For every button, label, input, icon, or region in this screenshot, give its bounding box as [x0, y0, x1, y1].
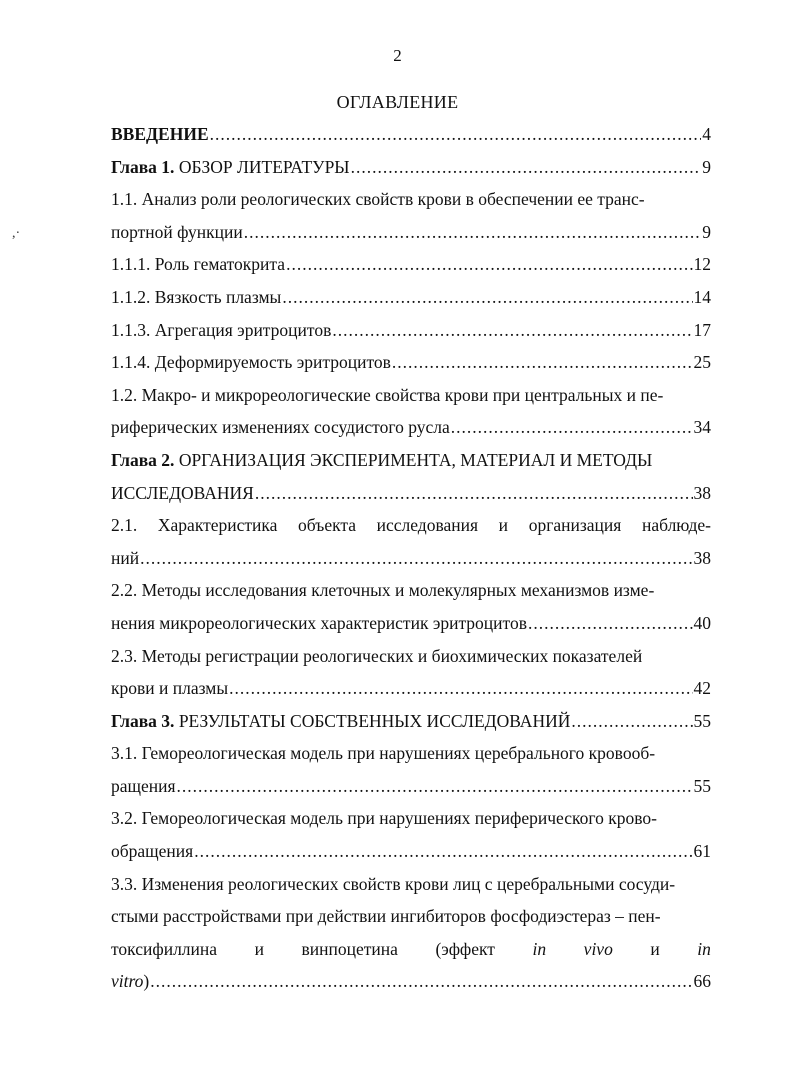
toc-entry-1-2[interactable]	[111, 379, 711, 444]
toc-entry-title: 1.1.3. Агрегация эритроцитов	[111, 319, 332, 340]
toc-entry-1-1-4[interactable]	[111, 346, 711, 379]
toc-entry-chapter-1[interactable]	[111, 151, 711, 184]
toc-page-number: 40	[693, 612, 711, 633]
toc-entry-title: 1.1.4. Деформируемость эритроцитов	[111, 352, 391, 373]
word: 2.1.	[111, 515, 138, 536]
toc-entry-title-line1: 1.1. Анализ роли реологических свойств крови в обеспечении ее транс-	[111, 189, 645, 210]
word: токсифиллина	[111, 938, 218, 959]
word: (эффект	[435, 938, 495, 959]
toc-entry-title: ВВЕДЕНИЕ	[111, 124, 209, 144]
word-italic: vivo	[583, 938, 613, 959]
toc-entry-3-1[interactable]	[111, 737, 711, 802]
toc-entry-1-1-3[interactable]	[111, 314, 711, 347]
leader-dots	[244, 216, 701, 249]
toc-page-number: 38	[693, 547, 711, 568]
leader-dots	[528, 607, 693, 640]
toc-page-number: 61	[693, 841, 711, 862]
toc-entry-title: РЕЗУЛЬТАТЫ СОБСТВЕННЫХ ИССЛЕДОВАНИЙ	[178, 710, 571, 731]
toc-entry-title-line1: 3.2. Гемореологическая модель при нарушениях периферического крово-	[111, 808, 657, 829]
toc-page-number: 42	[693, 678, 711, 699]
toc-entry-title-line1: 3.1. Гемореологическая модель при нарушениях церебрального кровооб-	[111, 743, 656, 764]
word: Характеристика	[157, 515, 278, 536]
toc-entry-2-2[interactable]	[111, 574, 711, 639]
toc-entry-title-line1: 3.3. Изменения реологических свойств крови лиц с церебральными сосуди-	[111, 873, 676, 894]
leader-dots	[210, 118, 702, 151]
toc-entry-title-line1: 2.2. Методы исследования клеточных и молекулярных механизмов изме-	[111, 580, 655, 601]
toc-page-number: 66	[693, 971, 711, 992]
toc-page-number: 55	[693, 710, 711, 731]
word: и	[650, 938, 660, 959]
word: и	[254, 938, 264, 959]
toc-entry-1-1[interactable]	[111, 183, 711, 248]
toc-entry-title-line1: 2.3. Методы регистрации реологических и биохимических показателей	[111, 645, 643, 666]
toc-entry-title-line1: 1.2. Макро- и микрореологические свойства крови при центральных и пе-	[111, 384, 664, 405]
toc-page-number: 25	[693, 352, 711, 373]
margin-mark: ,·	[12, 226, 21, 241]
leader-dots	[351, 151, 702, 184]
toc-page-number: 12	[693, 254, 711, 275]
leader-dots	[229, 672, 692, 705]
leader-dots	[177, 770, 693, 803]
word-italic: in	[532, 938, 547, 959]
toc-page-number: 34	[693, 417, 711, 438]
word: исследования	[376, 515, 479, 536]
toc-entry-chapter-3[interactable]	[111, 705, 711, 738]
word: наблюде-	[641, 515, 711, 536]
toc-title: ОГЛАВЛЕНИЕ	[336, 92, 459, 112]
leader-dots	[332, 314, 692, 347]
toc-entry-title: 1.1.1. Роль гематокрита	[111, 254, 286, 275]
toc-entry-chapter-2[interactable]	[111, 444, 711, 509]
chapter-prefix: Глава 3.	[111, 710, 175, 731]
toc-entry-title-line2: ИССЛЕДОВАНИЯ	[111, 482, 254, 503]
word: объекта	[298, 515, 356, 536]
toc-page-number: 9	[702, 221, 711, 242]
closing-paren: )	[143, 971, 150, 992]
leader-dots	[140, 542, 692, 575]
toc-page-number: 9	[702, 156, 711, 177]
toc-entry-title-line2: риферических изменениях сосудистого русла	[111, 417, 450, 438]
toc-page-number: 38	[693, 482, 711, 503]
table-of-contents	[111, 118, 711, 998]
toc-page-number: 55	[693, 775, 711, 796]
leader-dots	[392, 346, 693, 379]
toc-entry-1-1-1[interactable]	[111, 248, 711, 281]
toc-page-number: 4	[702, 124, 711, 144]
toc-entry-1-1-2[interactable]	[111, 281, 711, 314]
toc-entry-title: 1.1.2. Вязкость плазмы	[111, 286, 282, 307]
word-italic: in	[697, 938, 711, 959]
chapter-prefix: Глава 1.	[111, 156, 175, 177]
word: винпоцетина	[301, 938, 398, 959]
toc-entry-2-3[interactable]	[111, 640, 711, 705]
toc-entry-3-2[interactable]	[111, 802, 711, 867]
word: и	[498, 515, 509, 536]
toc-entry-title-line2: ний	[111, 547, 140, 568]
leader-dots	[194, 835, 692, 868]
toc-entry-title-line2: портной функции	[111, 221, 243, 242]
toc-entry-title-line2: крови и плазмы	[111, 678, 229, 699]
page-number: 2	[393, 46, 402, 65]
toc-entry-title-line2: стыми расстройствами при действии ингибиторов фосфодиэстераз – пен-	[111, 906, 661, 927]
toc-entry-title-line1: ОРГАНИЗАЦИЯ ЭКСПЕРИМЕНТА, МАТЕРИАЛ И МЕТОДЫ	[178, 449, 653, 470]
toc-entry-3-3[interactable]	[111, 868, 711, 998]
toc-entry-title-line2: ращения	[111, 775, 176, 796]
leader-dots	[255, 477, 693, 510]
chapter-prefix: Глава 2.	[111, 449, 175, 470]
toc-entry-2-1[interactable]	[111, 509, 711, 574]
toc-entry-intro[interactable]	[111, 118, 711, 151]
leader-dots	[286, 248, 692, 281]
toc-page-number: 14	[693, 286, 711, 307]
toc-page-number: 17	[693, 319, 711, 340]
leader-dots	[451, 411, 693, 444]
leader-dots	[282, 281, 692, 314]
toc-entry-title: ОБЗОР ЛИТЕРАТУРЫ	[178, 156, 350, 177]
leader-dots	[571, 705, 692, 738]
toc-entry-title-line2: нения микрореологических характеристик эритроцитов	[111, 612, 527, 633]
leader-dots	[150, 965, 692, 998]
toc-entry-title-line2: обращения	[111, 841, 194, 862]
word-italic: vitro	[111, 971, 144, 992]
word: организация	[528, 515, 622, 536]
